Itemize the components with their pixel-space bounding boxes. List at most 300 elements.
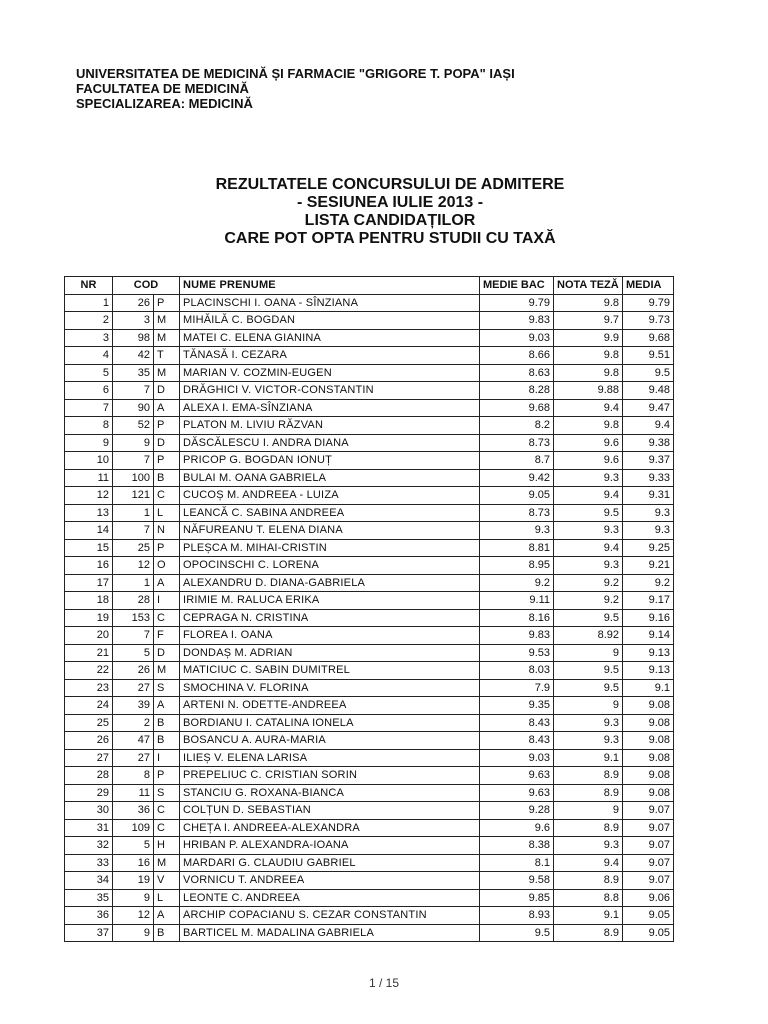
- row-cod: 19: [113, 872, 154, 890]
- row-nr: 20: [65, 627, 113, 645]
- row-nota-teza: 8.9: [554, 784, 623, 802]
- row-media: 9.13: [623, 662, 674, 680]
- row-nr: 4: [65, 347, 113, 365]
- row-nota-teza: 9: [554, 644, 623, 662]
- table-row: [65, 732, 674, 750]
- column-header-name: NUME PRENUME: [180, 277, 480, 295]
- table-row: [65, 837, 674, 855]
- row-nr: 17: [65, 574, 113, 592]
- row-name: COLȚUN D. SEBASTIAN: [180, 802, 480, 820]
- row-cod: 52: [113, 417, 154, 435]
- row-name: MARIAN V. COZMIN-EUGEN: [180, 364, 480, 382]
- row-cod: 8: [113, 767, 154, 785]
- row-nr: 14: [65, 522, 113, 540]
- row-cod: 121: [113, 487, 154, 505]
- row-cod-letter: C: [154, 487, 180, 505]
- row-medie-bac: 9.2: [480, 574, 554, 592]
- row-nr: 23: [65, 679, 113, 697]
- row-cod-letter: B: [154, 469, 180, 487]
- row-cod: 16: [113, 854, 154, 872]
- row-media: 9.37: [623, 452, 674, 470]
- row-media: 9.13: [623, 644, 674, 662]
- row-nr: 19: [65, 609, 113, 627]
- row-nota-teza: 9.4: [554, 539, 623, 557]
- row-cod-letter: P: [154, 452, 180, 470]
- row-medie-bac: 8.03: [480, 662, 554, 680]
- row-media: 9.05: [623, 924, 674, 942]
- table-row: [65, 539, 674, 557]
- table-row: [65, 609, 674, 627]
- row-medie-bac: 9.68: [480, 399, 554, 417]
- row-nota-teza: 9.5: [554, 679, 623, 697]
- row-nr: 10: [65, 452, 113, 470]
- row-nota-teza: 8.9: [554, 819, 623, 837]
- row-media: 9.47: [623, 399, 674, 417]
- row-name: ALEXANDRU D. DIANA-GABRIELA: [180, 574, 480, 592]
- row-cod-letter: B: [154, 924, 180, 942]
- row-media: 9.51: [623, 347, 674, 365]
- row-medie-bac: 9.83: [480, 627, 554, 645]
- row-media: 9.08: [623, 714, 674, 732]
- row-name: STANCIU G. ROXANA-BIANCA: [180, 784, 480, 802]
- table-row: [65, 924, 674, 942]
- row-nr: 11: [65, 469, 113, 487]
- table-row: [65, 697, 674, 715]
- column-header-nota-teza: NOTA TEZĂ: [554, 277, 623, 295]
- row-cod-letter: S: [154, 784, 180, 802]
- row-cod-letter: S: [154, 679, 180, 697]
- row-medie-bac: 9.03: [480, 749, 554, 767]
- row-name: FLOREA I. OANA: [180, 627, 480, 645]
- row-nr: 24: [65, 697, 113, 715]
- row-media: 9.07: [623, 802, 674, 820]
- row-cod-letter: P: [154, 539, 180, 557]
- row-name: CHEȚA I. ANDREEA-ALEXANDRA: [180, 819, 480, 837]
- row-cod-letter: H: [154, 837, 180, 855]
- row-cod: 9: [113, 889, 154, 907]
- row-nota-teza: 9.4: [554, 854, 623, 872]
- row-cod-letter: B: [154, 714, 180, 732]
- row-cod: 28: [113, 592, 154, 610]
- row-nota-teza: 9.2: [554, 574, 623, 592]
- row-name: BULAI M. OANA GABRIELA: [180, 469, 480, 487]
- row-cod: 36: [113, 802, 154, 820]
- table-row: [65, 364, 674, 382]
- table-row: [65, 662, 674, 680]
- row-cod: 90: [113, 399, 154, 417]
- row-nr: 27: [65, 749, 113, 767]
- row-medie-bac: 9.85: [480, 889, 554, 907]
- document-title: [130, 176, 650, 248]
- row-nota-teza: 9.6: [554, 452, 623, 470]
- row-media: 9.08: [623, 749, 674, 767]
- row-media: 9.21: [623, 557, 674, 575]
- row-media: 9.07: [623, 872, 674, 890]
- row-nota-teza: 9.6: [554, 434, 623, 452]
- row-name: TĂNASĂ I. CEZARA: [180, 347, 480, 365]
- row-nr: 15: [65, 539, 113, 557]
- table-row: [65, 907, 674, 925]
- row-nota-teza: 9.3: [554, 469, 623, 487]
- row-cod-letter: T: [154, 347, 180, 365]
- row-name: BOSANCU A. AURA-MARIA: [180, 732, 480, 750]
- row-media: 9.25: [623, 539, 674, 557]
- row-media: 9.08: [623, 732, 674, 750]
- row-cod: 12: [113, 907, 154, 925]
- title-line-1: REZULTATELE CONCURSULUI DE ADMITERE: [215, 176, 565, 193]
- row-nota-teza: 8.9: [554, 924, 623, 942]
- row-cod: 5: [113, 837, 154, 855]
- row-name: LEONTE C. ANDREEA: [180, 889, 480, 907]
- table-row: [65, 749, 674, 767]
- table-row: [65, 819, 674, 837]
- row-name: PLACINSCHI I. OANA - SÎNZIANA: [180, 294, 480, 312]
- row-name: OPOCINSCHI C. LORENA: [180, 557, 480, 575]
- row-cod-letter: C: [154, 819, 180, 837]
- row-medie-bac: 8.73: [480, 504, 554, 522]
- row-nota-teza: 9.4: [554, 399, 623, 417]
- row-cod: 7: [113, 452, 154, 470]
- table-row: [65, 452, 674, 470]
- table-row: [65, 417, 674, 435]
- row-nr: 13: [65, 504, 113, 522]
- table-row: [65, 889, 674, 907]
- row-media: 9.05: [623, 907, 674, 925]
- row-nota-teza: 9.5: [554, 504, 623, 522]
- row-cod: 1: [113, 574, 154, 592]
- row-name: LEANCĂ C. SABINA ANDREEA: [180, 504, 480, 522]
- column-header-nr: NR: [65, 277, 113, 295]
- row-nr: 9: [65, 434, 113, 452]
- row-medie-bac: 8.81: [480, 539, 554, 557]
- row-medie-bac: 9.63: [480, 784, 554, 802]
- row-media: 9.08: [623, 697, 674, 715]
- row-name: MIHĂILĂ C. BOGDAN: [180, 312, 480, 330]
- table-row: [65, 802, 674, 820]
- row-nota-teza: 9.8: [554, 364, 623, 382]
- row-nota-teza: 9.2: [554, 592, 623, 610]
- row-nota-teza: 9.3: [554, 732, 623, 750]
- row-cod: 26: [113, 662, 154, 680]
- row-cod-letter: C: [154, 609, 180, 627]
- row-nr: 21: [65, 644, 113, 662]
- row-nota-teza: 9.5: [554, 662, 623, 680]
- row-medie-bac: 9.58: [480, 872, 554, 890]
- row-medie-bac: 9.28: [480, 802, 554, 820]
- row-cod-letter: F: [154, 627, 180, 645]
- row-media: 9.06: [623, 889, 674, 907]
- row-nr: 6: [65, 382, 113, 400]
- row-cod-letter: A: [154, 697, 180, 715]
- row-name: MARDARI G. CLAUDIU GABRIEL: [180, 854, 480, 872]
- row-nr: 25: [65, 714, 113, 732]
- table-row: [65, 347, 674, 365]
- row-medie-bac: 8.7: [480, 452, 554, 470]
- row-name: BORDIANU I. CATALINA IONELA: [180, 714, 480, 732]
- row-cod-letter: M: [154, 329, 180, 347]
- row-media: 9.31: [623, 487, 674, 505]
- row-nr: 30: [65, 802, 113, 820]
- row-media: 9.07: [623, 854, 674, 872]
- row-nr: 34: [65, 872, 113, 890]
- row-medie-bac: 9.42: [480, 469, 554, 487]
- row-nr: 2: [65, 312, 113, 330]
- table-row: [65, 469, 674, 487]
- row-nr: 31: [65, 819, 113, 837]
- page-number: 1 / 15: [368, 976, 400, 990]
- row-medie-bac: 8.16: [480, 609, 554, 627]
- row-nota-teza: 9.5: [554, 609, 623, 627]
- row-nota-teza: 8.8: [554, 889, 623, 907]
- row-medie-bac: 9.5: [480, 924, 554, 942]
- row-name: DRĂGHICI V. VICTOR-CONSTANTIN: [180, 382, 480, 400]
- row-nr: 18: [65, 592, 113, 610]
- row-medie-bac: 9.6: [480, 819, 554, 837]
- row-cod: 7: [113, 522, 154, 540]
- row-cod-letter: P: [154, 417, 180, 435]
- row-nota-teza: 9.3: [554, 837, 623, 855]
- table-row: [65, 644, 674, 662]
- row-cod: 3: [113, 312, 154, 330]
- row-nota-teza: 9.8: [554, 347, 623, 365]
- row-nr: 37: [65, 924, 113, 942]
- table-row: [65, 382, 674, 400]
- row-nr: 16: [65, 557, 113, 575]
- table-row: [65, 627, 674, 645]
- row-cod-letter: M: [154, 364, 180, 382]
- table-row: [65, 487, 674, 505]
- row-cod: 98: [113, 329, 154, 347]
- table-row: [65, 434, 674, 452]
- row-media: 9.07: [623, 837, 674, 855]
- row-media: 9.08: [623, 784, 674, 802]
- row-medie-bac: 9.35: [480, 697, 554, 715]
- table-row: [65, 679, 674, 697]
- row-media: 9.16: [623, 609, 674, 627]
- row-cod: 27: [113, 679, 154, 697]
- table-row: [65, 557, 674, 575]
- title-line-2: - SESIUNEA IULIE 2013 -: [296, 194, 484, 211]
- row-cod-letter: M: [154, 854, 180, 872]
- row-media: 9.08: [623, 767, 674, 785]
- row-cod-letter: N: [154, 522, 180, 540]
- results-table: [64, 276, 674, 942]
- faculty-name: FACULTATEA DE MEDICINĂ: [76, 81, 249, 96]
- row-cod-letter: P: [154, 294, 180, 312]
- row-cod-letter: A: [154, 399, 180, 417]
- table-header-row: [65, 277, 674, 295]
- table-row: [65, 854, 674, 872]
- table-row: [65, 784, 674, 802]
- row-media: 9.4: [623, 417, 674, 435]
- row-nota-teza: 9: [554, 802, 623, 820]
- row-nr: 33: [65, 854, 113, 872]
- row-cod: 26: [113, 294, 154, 312]
- row-media: 9.38: [623, 434, 674, 452]
- row-cod: 153: [113, 609, 154, 627]
- row-nota-teza: 8.92: [554, 627, 623, 645]
- row-nr: 5: [65, 364, 113, 382]
- row-medie-bac: 8.38: [480, 837, 554, 855]
- row-name: SMOCHINA V. FLORINA: [180, 679, 480, 697]
- row-media: 9.17: [623, 592, 674, 610]
- row-cod: 100: [113, 469, 154, 487]
- row-medie-bac: 9.05: [480, 487, 554, 505]
- row-cod: 12: [113, 557, 154, 575]
- row-name: PLATON M. LIVIU RĂZVAN: [180, 417, 480, 435]
- row-media: 9.5: [623, 364, 674, 382]
- row-medie-bac: 7.9: [480, 679, 554, 697]
- row-cod: 109: [113, 819, 154, 837]
- row-nr: 1: [65, 294, 113, 312]
- row-medie-bac: 8.1: [480, 854, 554, 872]
- row-medie-bac: 9.63: [480, 767, 554, 785]
- row-media: 9.1: [623, 679, 674, 697]
- row-cod: 5: [113, 644, 154, 662]
- row-nota-teza: 8.9: [554, 767, 623, 785]
- table-row: [65, 399, 674, 417]
- row-name: ILIEȘ V. ELENA LARISA: [180, 749, 480, 767]
- row-name: IRIMIE M. RALUCA ERIKA: [180, 592, 480, 610]
- row-medie-bac: 8.43: [480, 714, 554, 732]
- row-cod-letter: M: [154, 662, 180, 680]
- row-name: BARTICEL M. MADALINA GABRIELA: [180, 924, 480, 942]
- table-row: [65, 574, 674, 592]
- row-cod: 25: [113, 539, 154, 557]
- row-name: ALEXA I. EMA-SÎNZIANA: [180, 399, 480, 417]
- row-cod-letter: D: [154, 434, 180, 452]
- table-row: [65, 504, 674, 522]
- row-cod: 39: [113, 697, 154, 715]
- document-header: [76, 66, 696, 111]
- row-name: PREPELIUC C. CRISTIAN SORIN: [180, 767, 480, 785]
- row-media: 9.73: [623, 312, 674, 330]
- row-cod-letter: L: [154, 889, 180, 907]
- row-cod: 42: [113, 347, 154, 365]
- row-cod: 47: [113, 732, 154, 750]
- row-name: NĂFUREANU T. ELENA DIANA: [180, 522, 480, 540]
- row-cod: 1: [113, 504, 154, 522]
- row-nr: 12: [65, 487, 113, 505]
- row-nota-teza: 9.9: [554, 329, 623, 347]
- row-nota-teza: 9.3: [554, 714, 623, 732]
- row-cod-letter: C: [154, 802, 180, 820]
- row-medie-bac: 8.93: [480, 907, 554, 925]
- row-nota-teza: 9.4: [554, 487, 623, 505]
- row-medie-bac: 8.95: [480, 557, 554, 575]
- row-cod: 7: [113, 382, 154, 400]
- row-name: CEPRAGA N. CRISTINA: [180, 609, 480, 627]
- row-medie-bac: 9.53: [480, 644, 554, 662]
- row-nota-teza: 9.3: [554, 557, 623, 575]
- row-cod: 9: [113, 434, 154, 452]
- row-cod-letter: B: [154, 732, 180, 750]
- table-row: [65, 294, 674, 312]
- row-name: MATEI C. ELENA GIANINA: [180, 329, 480, 347]
- row-cod-letter: A: [154, 907, 180, 925]
- row-name: HRIBAN P. ALEXANDRA-IOANA: [180, 837, 480, 855]
- table-body: [65, 294, 674, 942]
- row-nota-teza: 8.9: [554, 872, 623, 890]
- row-name: PLEȘCA M. MIHAI-CRISTIN: [180, 539, 480, 557]
- row-cod: 27: [113, 749, 154, 767]
- row-name: ARTENI N. ODETTE-ANDREEA: [180, 697, 480, 715]
- row-medie-bac: 9.03: [480, 329, 554, 347]
- column-header-medie-bac: MEDIE BAC: [480, 277, 554, 295]
- row-cod: 35: [113, 364, 154, 382]
- row-name: MATICIUC C. SABIN DUMITREL: [180, 662, 480, 680]
- row-medie-bac: 8.73: [480, 434, 554, 452]
- title-line-3: LISTA CANDIDAȚILOR: [304, 212, 476, 229]
- row-cod-letter: V: [154, 872, 180, 890]
- row-name: ARCHIP COPACIANU S. CEZAR CONSTANTIN: [180, 907, 480, 925]
- row-nr: 35: [65, 889, 113, 907]
- column-header-media: MEDIA: [623, 277, 674, 295]
- row-nota-teza: 9.1: [554, 907, 623, 925]
- row-media: 9.68: [623, 329, 674, 347]
- row-cod: 11: [113, 784, 154, 802]
- row-media: 9.33: [623, 469, 674, 487]
- row-nr: 7: [65, 399, 113, 417]
- row-nr: 8: [65, 417, 113, 435]
- row-name: PRICOP G. BOGDAN IONUȚ: [180, 452, 480, 470]
- row-nr: 3: [65, 329, 113, 347]
- row-nr: 29: [65, 784, 113, 802]
- row-cod: 2: [113, 714, 154, 732]
- table-row: [65, 592, 674, 610]
- table-row: [65, 329, 674, 347]
- row-cod: 7: [113, 627, 154, 645]
- row-medie-bac: 8.66: [480, 347, 554, 365]
- row-cod-letter: D: [154, 644, 180, 662]
- row-cod-letter: I: [154, 749, 180, 767]
- row-nota-teza: 9.3: [554, 522, 623, 540]
- row-nota-teza: 9.7: [554, 312, 623, 330]
- row-nota-teza: 9.88: [554, 382, 623, 400]
- row-medie-bac: 8.28: [480, 382, 554, 400]
- row-medie-bac: 9.83: [480, 312, 554, 330]
- row-medie-bac: 9.3: [480, 522, 554, 540]
- row-media: 9.3: [623, 504, 674, 522]
- table-row: [65, 872, 674, 890]
- row-cod-letter: L: [154, 504, 180, 522]
- table-row: [65, 312, 674, 330]
- row-medie-bac: 9.11: [480, 592, 554, 610]
- row-medie-bac: 8.63: [480, 364, 554, 382]
- row-nr: 32: [65, 837, 113, 855]
- row-nota-teza: 9.8: [554, 417, 623, 435]
- table-row: [65, 522, 674, 540]
- row-nr: 26: [65, 732, 113, 750]
- row-name: DONDAȘ M. ADRIAN: [180, 644, 480, 662]
- row-name: CUCOȘ M. ANDREEA - LUIZA: [180, 487, 480, 505]
- row-cod-letter: A: [154, 574, 180, 592]
- row-cod-letter: O: [154, 557, 180, 575]
- row-name: DĂSCĂLESCU I. ANDRA DIANA: [180, 434, 480, 452]
- row-medie-bac: 8.43: [480, 732, 554, 750]
- row-nr: 36: [65, 907, 113, 925]
- row-cod-letter: D: [154, 382, 180, 400]
- row-nota-teza: 9.1: [554, 749, 623, 767]
- table-row: [65, 714, 674, 732]
- university-name: UNIVERSITATEA DE MEDICINĂ ȘI FARMACIE "GRIGORE T. POPA" IAȘI: [76, 66, 515, 81]
- row-medie-bac: 9.79: [480, 294, 554, 312]
- row-cod: 9: [113, 924, 154, 942]
- row-nr: 22: [65, 662, 113, 680]
- row-cod-letter: P: [154, 767, 180, 785]
- row-media: 9.14: [623, 627, 674, 645]
- row-media: 9.07: [623, 819, 674, 837]
